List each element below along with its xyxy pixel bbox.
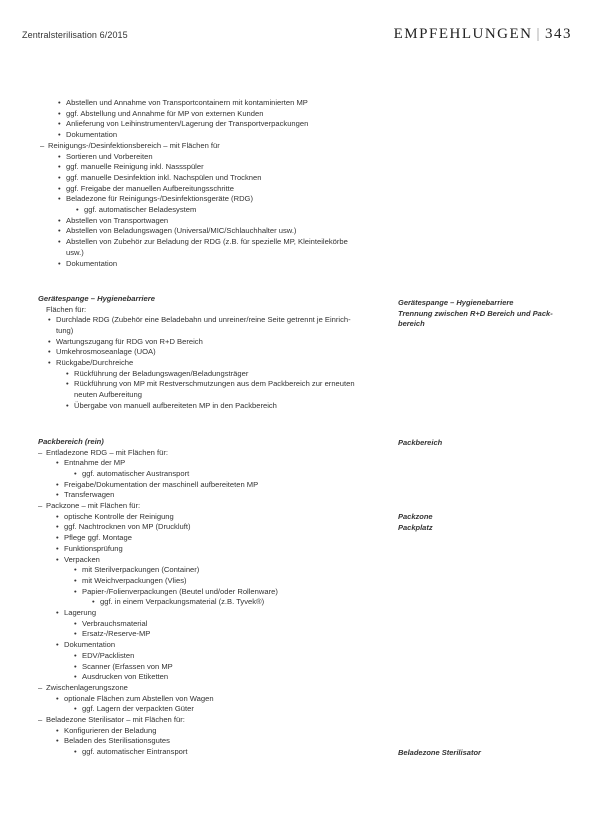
list-item: • Lagerung — [38, 608, 388, 619]
list-item: • Rückgabe/Durchreiche — [38, 358, 388, 369]
list-item: • ggf. automatischer Eintransport — [38, 747, 388, 758]
list-item: – Zwischenlagerungszone — [38, 683, 388, 694]
list-item: • Pflege ggf. Montage — [38, 533, 388, 544]
list-item: • Anlieferung von Leihinstrumenten/Lagerung der Transportverpackungen — [40, 119, 390, 130]
list-item: • mit Weichverpackungen (Vlies) — [38, 576, 388, 587]
margin-note-geraetespange — [398, 298, 558, 330]
list-item: • Durchlade RDG (Zubehör eine Beladebahn und unreiner/reine Seite getrennt je Einrich- — [38, 315, 388, 326]
list-item: – Beladezone Sterilisator – mit Flächen für: — [38, 715, 388, 726]
section-title: EMPFEHLUNGEN — [393, 26, 533, 42]
list-item: • ggf. manuelle Reinigung inkl. Nassspüler — [40, 162, 390, 173]
margin-note-packzone: Packzone — [398, 512, 433, 521]
list-item: – Reinigungs-/Desinfektionsbereich – mit Flächen für — [40, 141, 390, 152]
list-item: • Transferwagen — [38, 490, 388, 501]
section-packbereich — [38, 437, 388, 758]
list-item: • Abstellen von Zubehör zur Beladung der RDG (z.B. für spezielle MP, Kleinteilekörbe — [40, 237, 390, 248]
section-heading: Gerätespange – Hygienebarriere — [38, 294, 155, 303]
margin-note-title: Gerätespange – Hygienebarriere — [398, 298, 514, 307]
list-item: Flächen für: — [46, 304, 87, 314]
list-item: • ggf. automatischer Beladesystem — [40, 205, 390, 216]
list-item: • Beladen des Sterilisationsgutes — [38, 736, 388, 747]
list-item: • ggf. manuelle Desinfektion inkl. Nachspülen und Trocknen — [40, 173, 390, 184]
list-item: • Verpacken — [38, 555, 388, 566]
list-item-continuation: tung) — [56, 325, 74, 335]
list-item: • Verbrauchsmaterial — [38, 619, 388, 630]
list-item: • Rückführung von MP mit Restverschmutzungen aus dem Packbereich zur erneuten — [38, 379, 388, 390]
block-reinigung — [40, 98, 390, 269]
list-item: • Scanner (Erfassen von MP — [38, 662, 388, 673]
list-item: • optische Kontrolle der Reinigung — [38, 512, 388, 523]
margin-note-sterilisator: Beladezone Sterilisator — [398, 748, 481, 757]
list-item: • ggf. Lagern der verpackten Güter — [38, 704, 388, 715]
list-item: • Dokumentation — [38, 640, 388, 651]
header-separator: | — [536, 26, 541, 42]
list-item-continuation: usw.) — [66, 247, 84, 257]
list-item: • Ausdrucken von Etiketten — [38, 672, 388, 683]
list-item: • Beladezone für Reinigungs-/Desinfektionsgeräte (RDG) — [40, 194, 390, 205]
list-item: • Wartungszugang für RDG von R+D Bereich — [38, 337, 388, 348]
margin-note-packbereich: Packbereich — [398, 438, 443, 447]
list-item: • mit Sterilverpackungen (Container) — [38, 565, 388, 576]
list-item: • Abstellen und Annahme von Transportcontainern mit kontaminierten MP — [40, 98, 390, 109]
margin-note-line: Trennung zwischen R+D Bereich und Pack- — [398, 308, 553, 318]
section-geraetespange — [38, 294, 388, 412]
list-item: • Dokumentation — [40, 130, 390, 141]
list-item: • Konfigurieren der Beladung — [38, 726, 388, 737]
margin-note-packplatz: Packplatz — [398, 523, 433, 532]
list-item: • Übergabe von manuell aufbereiteten MP in den Packbereich — [38, 401, 388, 412]
list-item: • ggf. Freigabe der manuellen Aufbereitungsschritte — [40, 184, 390, 195]
list-item: • Umkehrosmoseanlage (UOA) — [38, 347, 388, 358]
page-number: 343 — [545, 26, 572, 42]
list-item: – Entladezone RDG – mit Flächen für: — [38, 448, 388, 459]
list-item: • ggf. automatischer Austransport — [38, 469, 388, 480]
list-item: • Papier-/Folienverpackungen (Beutel und/oder Rollenware) — [38, 587, 388, 598]
list-item-continuation: neuten Aufbereitung — [74, 390, 142, 400]
list-item: – Packzone – mit Flächen für: — [38, 501, 388, 512]
section-heading: Packbereich (rein) — [38, 437, 104, 446]
list-item: • Freigabe/Dokumentation der maschinell aufbereiteten MP — [38, 480, 388, 491]
list-item: • Abstellen von Beladungswagen (Universal/MIC/Schlauchhalter usw.) — [40, 226, 390, 237]
list-item: • ggf. in einem Verpackungsmaterial (z.B. Tyvek®) — [38, 597, 388, 608]
list-item: • Ersatz-/Reserve-MP — [38, 629, 388, 640]
margin-note-line: bereich — [398, 319, 425, 328]
list-item: • ggf. Abstellung und Annahme für MP von externen Kunden — [40, 109, 390, 120]
list-item: • Funktionsprüfung — [38, 544, 388, 555]
running-header-section — [394, 26, 572, 43]
running-header-journal: Zentralsterilisation 6/2015 — [22, 30, 128, 40]
list-item: • optionale Flächen zum Abstellen von Wagen — [38, 694, 388, 705]
list-item: • Sortieren und Vorbereiten — [40, 152, 390, 163]
list-item: • EDV/Packlisten — [38, 651, 388, 662]
list-item: • Entnahme der MP — [38, 458, 388, 469]
list-item: • Dokumentation — [40, 259, 390, 270]
list-item: • ggf. Nachtrocknen von MP (Druckluft) — [38, 522, 388, 533]
list-item: • Abstellen von Transportwagen — [40, 216, 390, 227]
list-item: • Rückführung der Beladungswagen/Beladungsträger — [38, 369, 388, 380]
